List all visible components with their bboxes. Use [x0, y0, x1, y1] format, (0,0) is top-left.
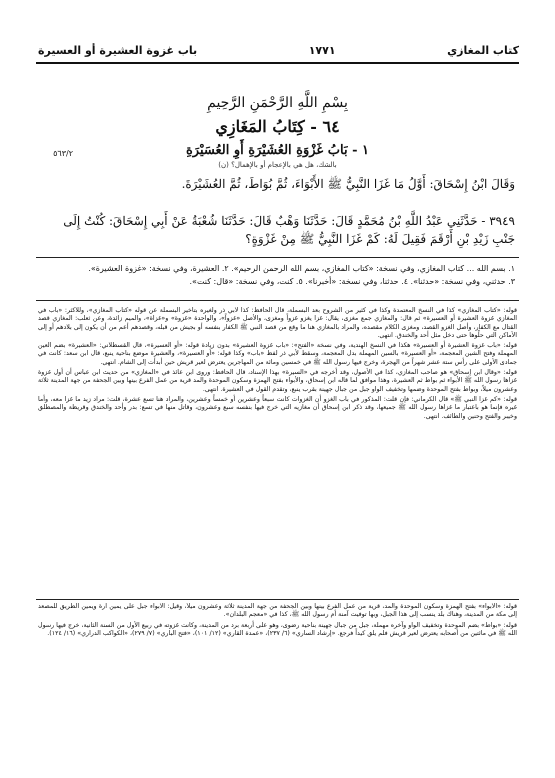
basmala: بِسْمِ اللَّهِ الرَّحْمَنِ الرَّحِيمِ: [207, 95, 348, 111]
commentary-paragraph: قوله: «وقال ابن إسحاق» هو صاحب المغازي، كذا في الأصول، وقد أخرجه في «السيرة» بهذا الإسناد، قال الحافظ: وروى ابن عائذ في «المغازي» من حديث ابن عباس أن أول غزوة غزاها رسول الله ﷺ الأبواء ثم بواط ثم العشيرة، وهذا موافق لما قاله ابن إسحاق، والأبواء بفتح الهمزة وسكون الموحدة والمد قرية من عمل الفرع بينها وبين الجحفة من جهة المدينة ثلاثة وعشرون ميلاً، وبواط بفتح الموحدة وضمها وتخفيف الواو جبل من جبال جهينة بقرب ينبع، وتقدم القول في العشيرة. انتهى.: [38, 369, 517, 393]
commentary-paragraph: قوله: «الأبواء» بفتح الهمزة وسكون الموحدة والمد، قرية من عمل الفرع بينها وبين الجحفة من جهة المدينة ثلاثة وعشرون ميلاً، وقيل: الأبواء جبل على يمين آرة ويمين الطريق للمصعد إلى مكة من المدينة، وهناك بلد ينسب إلى هذا الجبل، وبها توفيت آمنة أم رسول الله ﷺ، كذا في «معجم البلدان».: [38, 603, 517, 619]
variants-rule: [36, 257, 519, 258]
chapter-note: بالشك، هل هي بالإعجام أو بالإهمال؟ (ن): [218, 161, 337, 169]
commentary-paragraph: قوله: «كتاب المغازي» كذا في النسخ المعتمدة وكذا في كثير من الشروح بعد البسملة، قال الحافظ: كذا لأبي ذر ولغيره بتأخير البسملة عن قوله «كتاب المغازي»، وللأكثر: «باب في المغازي غزوة العشيرة أو العسيرة» ثم قال: والمغازي جمع مغزى، يقال: غزا يغزو غزواً ومغزى، والأصل «غزواً»، والواحدة «غزوة» و«غزاة»، والميم زائدة، وعن ثعلب: المغازي قصد القتال مع الكفار، وأصل الغزو القصد، ومغزى الكلام مقصده، والمراد بالمغازي هنا ما وقع من قصد النبي ﷺ الكفار بنفسه أو بجيش من قبله، وقصدهم أعم من أن يكون إلى بلادهم أو إلى الأماكن التي حلّوها حتى دخل مثل أحد والخندق. انتهى.: [38, 307, 517, 339]
header-book-title: كتاب المغازي: [447, 43, 519, 57]
variant-line: ١. بسم الله ... كتاب المغازي، وفي نسخة: «كتاب المغازي، بسم الله الرحمن الرحيم». ٢. العشيرة، وفي نسخة: «غزوة العشيرة».: [88, 264, 515, 273]
running-header: [38, 40, 519, 60]
hadith-text: ٣٩٤٩ - حَدَّثَنِي عَبْدُ اللَّهِ بْنُ مُحَمَّدٍ قَالَ: حَدَّثَنَا وَهْبٌ قَالَ: حَدَّثَنَا شُعْبَةُ عَنْ أَبِي إِسْحَاقَ: كُنْتُ إِلَى جَنْبِ زَيْدِ بْنِ أَرْقَمَ فَقِيلَ لَهُ: كَمْ غَزَا النَّبِيُّ ﷺ مِنْ غَزْوَةٍ؟: [63, 214, 515, 246]
second-commentary-rule: [36, 599, 519, 600]
commentary-rule: [36, 300, 519, 301]
header-chapter-title: باب غزوة العشيرة أو العسيرة: [38, 43, 198, 57]
chapter-heading: ١ - بَابُ غَزْوَةِ العُشَيْرَةِ أَوِ العُسَيْرَةِ: [186, 143, 369, 158]
isnad-text: وَقَالَ ابْنُ إِسْحَاقَ: أَوَّلُ مَا غَزَا النَّبِيُّ ﷺ الأَبْوَاءَ، ثُمَّ بُوَاطَ، ثُمَّ العُشَيْرَةَ.: [181, 177, 515, 191]
variant-line: ٣. حدثني، وفي نسخة: «حدثنا». ٤. حدثنا، وفي نسخة: «أخبرنا». ٥. كنت، وفي نسخة: «قال: كنت».: [189, 277, 515, 286]
commentary-paragraph: قوله: «بواط» بضم الموحدة وتخفيف الواو وآخره مهملة، جبل من جبال جهينة بناحية رضوى، وهو على أربعة برد من المدينة، وكانت غزوته في ربيع الأول من السنة الثانية، خرج فيها رسول الله ﷺ في مائتين من أصحابه يعترض لعير قريش فلم يلق كيداً فرجع. «إرشاد الساري» (٦/ ٢٣٧)، «عمدة القاري» (١٢/ ١٠١)، «فتح الباري» (٧/ ٢٧٩)، «الكواكب الدراري» (١٦/ ١٢٤).: [38, 621, 517, 637]
commentary-paragraph: قوله: «باب غزوة العشيرة أو العسيرة» هكذا في النسخ الهندية، وفي نسخة «الفتح»: «باب غزوة العشيرة» بدون زيادة قوله: «أو العسيرة»، قال القسطلاني: «العشيرة» بضم العين المهملة وفتح الشين المعجمة، «أو العسيرة» بالسين المهملة بدل المعجمة، وسقط لأبي ذر لفظ «باب» وكذا قوله: «أو العسيرة»، والعشيرة موضع بناحية ينبع، قال ابن سعد: كانت في جمادى الأولى على رأس ستة عشر شهراً من الهجرة، وخرج فيها رسول الله ﷺ في خمسين ومائة من المهاجرين يعترض لعير قريش حين أبدأت إلى الشام. انتهى.: [38, 342, 517, 366]
header-rule: [36, 62, 519, 64]
variant-readings: [40, 262, 515, 288]
commentary-main: [38, 307, 517, 597]
page-number: ١٧٧١: [308, 43, 336, 57]
margin-reference: ٥٦٣/٢: [53, 149, 73, 158]
commentary-paragraph: قوله: «كم غزا النبي ﷺ» قال الكرماني: فإن قلت: المذكور في باب الغزو أن الغزوات كانت سبعاً وعشرين أو خمساً وعشرين، والمراد هنا تسع عشرة، قلت: مراد زيد ما غزا معه، وأما غيره فإنما هو باعتبار ما غزاها رسول الله ﷺ جميعها، وقد ذكر ابن إسحاق أن مغازيه التي خرج فيها بنفسه سبع وعشرون، وقاتل منها في تسع: بدر وأحد والخندق وقريظة والمصطلق وخيبر والفتح وحنين والطائف. انتهى.: [38, 395, 517, 420]
book-title: ٦٤ - كِتَابُ المَغَازِي: [215, 117, 340, 136]
commentary-second: [38, 603, 517, 743]
